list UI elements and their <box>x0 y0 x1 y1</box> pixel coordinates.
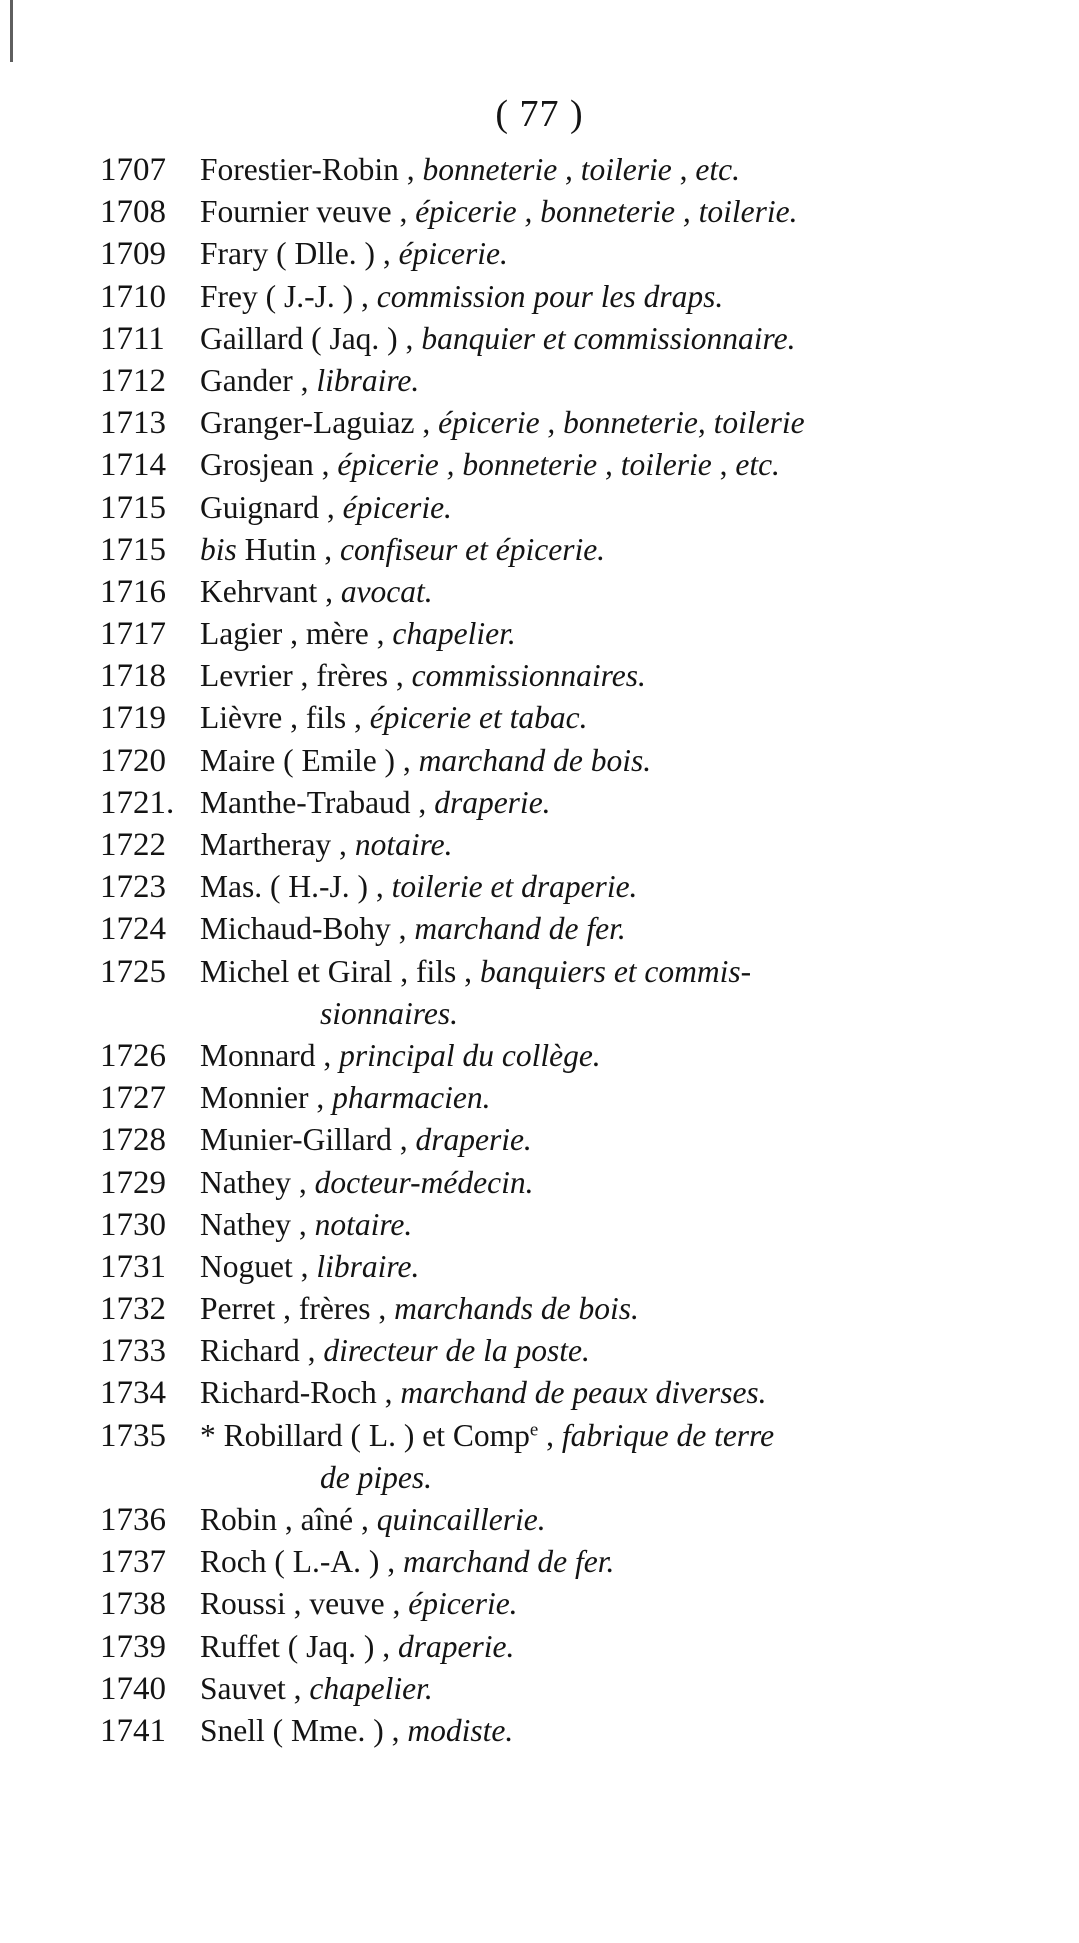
italic-text: épicerie et tabac. <box>369 700 588 736</box>
entry-number: 1738 <box>100 1586 166 1623</box>
roman-text: Manthe-Trabaud , <box>200 784 435 820</box>
entry-text <box>200 574 433 610</box>
roman-text: Roussi , veuve , <box>200 1586 409 1622</box>
directory-entry <box>100 279 1020 321</box>
roman-text: Lagier , mère , <box>200 616 393 652</box>
directory-entry <box>100 1333 1020 1375</box>
entry-number: 1736 <box>100 1502 166 1538</box>
italic-text: draperie. <box>398 1628 515 1664</box>
entry-number: 1714 <box>100 447 166 484</box>
entry-text <box>200 1207 412 1243</box>
directory-entry-list <box>100 152 1020 1755</box>
roman-text: Martheray , <box>200 827 355 862</box>
directory-entry <box>100 1418 1020 1460</box>
roman-text: Snell ( Mme. ) , <box>200 1712 408 1748</box>
entry-number: 1710 <box>100 278 166 315</box>
directory-entry <box>100 152 1020 194</box>
entry-number: 1719 <box>100 700 166 737</box>
italic-text: épicerie. <box>342 489 452 525</box>
entry-continuation-line <box>100 996 1020 1038</box>
entry-number: 1729 <box>100 1164 166 1201</box>
italic-text: épicerie. <box>408 1586 518 1622</box>
directory-entry <box>100 1038 1020 1080</box>
italic-text: modiste. <box>407 1712 514 1748</box>
entry-text <box>200 194 797 230</box>
entry-text <box>200 1713 513 1749</box>
italic-text: bonneterie , toilerie <box>422 152 672 187</box>
directory-entry <box>100 1586 1020 1628</box>
entry-number: 1709 <box>100 236 166 273</box>
entry-text <box>200 447 780 483</box>
entry-text <box>200 1291 639 1327</box>
italic-text: marchands de bois. <box>394 1291 639 1327</box>
entry-number: 1715 <box>100 531 166 568</box>
entry-text <box>200 911 626 947</box>
entry-text <box>200 279 723 315</box>
roman-text: Guignard , <box>200 489 343 525</box>
roman-text: Granger-Laguiaz , <box>200 405 439 441</box>
entry-text <box>200 1249 419 1285</box>
entry-number: 1737 <box>100 1544 166 1581</box>
roman-text: Hutin , <box>236 531 341 567</box>
roman-text: Frary ( Dlle. ) , <box>200 236 399 272</box>
italic-text: épicerie , bonneterie, toilerie <box>438 405 805 441</box>
entry-continuation-line <box>100 1460 1020 1502</box>
italic-text: commission pour les draps. <box>376 278 724 314</box>
directory-entry <box>100 1207 1020 1249</box>
page-edge-mark <box>10 0 13 62</box>
directory-entry <box>100 700 1020 742</box>
italic-text: notaire. <box>314 1206 413 1242</box>
entry-text <box>200 363 419 399</box>
entry-number: 1739 <box>100 1628 166 1665</box>
entry-text <box>200 743 651 779</box>
roman-text: Mas. ( H.-J. ) , <box>200 869 392 905</box>
directory-entry <box>100 616 1020 658</box>
roman-text: Kehrvant , <box>200 573 341 609</box>
roman-text: Perret , frères , <box>200 1291 395 1327</box>
italic-text: avocat. <box>340 573 433 609</box>
directory-entry <box>100 1671 1020 1713</box>
roman-text: Michel et Giral , fils , <box>200 953 480 989</box>
roman-text: Forestier-Robin , <box>200 152 423 187</box>
directory-entry <box>100 1080 1020 1122</box>
italic-text: directeur de la poste. <box>323 1333 590 1369</box>
italic-text: épicerie , bonneterie , toilerie. <box>415 194 798 230</box>
roman-text: Michaud-Bohy , <box>200 911 415 947</box>
directory-entry <box>100 869 1020 911</box>
italic-text: chapelier. <box>392 616 516 652</box>
italic-text: sionnaires. <box>320 995 458 1031</box>
italic-text: bis <box>200 531 237 567</box>
entry-text <box>200 1165 534 1201</box>
italic-text: épicerie , bonneterie , toilerie <box>337 447 712 483</box>
entry-number: 1707 <box>100 152 166 188</box>
roman-text: Gaillard ( Jaq. ) , <box>200 320 422 356</box>
entry-text <box>200 1080 490 1116</box>
roman-text: , <box>711 447 736 483</box>
italic-text: draperie. <box>415 1122 532 1158</box>
entry-text <box>200 1418 774 1454</box>
entry-text <box>200 700 587 736</box>
roman-text: Noguet , <box>200 1248 317 1284</box>
entry-number: 1733 <box>100 1333 166 1370</box>
directory-entry <box>100 1713 1020 1755</box>
italic-text: confiseur et épicerie. <box>340 531 606 567</box>
italic-text: etc. <box>695 152 740 187</box>
directory-entry <box>100 447 1020 489</box>
italic-text: marchand de fer. <box>414 911 626 947</box>
italic-text: toilerie et draperie. <box>391 869 638 905</box>
italic-text: épicerie. <box>398 236 508 272</box>
entry-number: 1730 <box>100 1206 166 1243</box>
entry-number: 1708 <box>100 194 166 231</box>
directory-entry <box>100 532 1020 574</box>
entry-number: 1735 <box>100 1417 166 1454</box>
entry-text <box>200 1122 532 1158</box>
roman-text: Nathey , <box>200 1164 315 1200</box>
directory-entry <box>100 1629 1020 1671</box>
directory-entry <box>100 1249 1020 1291</box>
roman-text: Robin , aîné , <box>200 1502 377 1537</box>
roman-text: Munier-Gillard , <box>200 1122 416 1158</box>
roman-text: Richard-Roch , <box>200 1375 401 1411</box>
entry-text <box>200 785 551 821</box>
roman-text: Grosjean , <box>200 447 338 483</box>
entry-text <box>200 405 805 441</box>
italic-text: commissionnaires. <box>411 658 646 694</box>
entry-number: 1717 <box>100 616 166 653</box>
directory-entry <box>100 1291 1020 1333</box>
italic-text: marchand de peaux diverses. <box>400 1375 767 1411</box>
entry-number: 1725 <box>100 953 166 990</box>
entry-number: 1721. <box>100 784 175 821</box>
roman-text: Richard , <box>200 1333 324 1369</box>
entry-text <box>200 490 452 526</box>
italic-text: libraire. <box>316 362 420 398</box>
entry-text <box>200 616 516 652</box>
entry-text <box>200 1375 767 1411</box>
entry-text <box>200 996 458 1032</box>
roman-text: Maire ( Emile ) , <box>200 742 419 778</box>
roman-text: , <box>671 152 696 187</box>
roman-text: , <box>538 1417 562 1453</box>
roman-text: Lièvre , fils , <box>200 700 370 736</box>
directory-entry <box>100 405 1020 447</box>
directory-entry <box>100 827 1020 869</box>
entry-number: 1740 <box>100 1670 166 1707</box>
entry-text <box>200 1629 514 1665</box>
italic-text: notaire. <box>354 827 453 862</box>
italic-text: banquiers et commis- <box>479 953 752 989</box>
roman-text: Frey ( J.-J. ) , <box>200 278 377 314</box>
entry-text <box>200 1544 614 1580</box>
italic-text: etc. <box>735 447 780 483</box>
italic-text: fabrique de terre <box>561 1417 775 1453</box>
entry-text <box>200 658 646 694</box>
entry-text <box>200 1502 546 1538</box>
entry-text <box>200 152 740 188</box>
superscript-text: e <box>529 1419 539 1441</box>
entry-text <box>200 1460 432 1496</box>
directory-entry <box>100 1544 1020 1586</box>
entry-number: 1734 <box>100 1375 166 1412</box>
directory-entry <box>100 490 1020 532</box>
entry-text <box>200 827 453 863</box>
italic-text: marchand de fer. <box>402 1544 615 1580</box>
roman-text: Monnard , <box>200 1037 340 1073</box>
entry-number: 1741 <box>100 1712 166 1749</box>
roman-text: Sauvet , <box>200 1670 310 1706</box>
roman-text: Nathey , <box>200 1206 315 1242</box>
roman-text: Levrier , frères , <box>200 658 412 694</box>
entry-number: 1727 <box>100 1080 166 1117</box>
entry-number: 1716 <box>100 573 166 610</box>
italic-text: banquier et commissionnaire. <box>421 320 796 356</box>
page-number: ( 77 ) <box>495 93 584 135</box>
entry-number: 1712 <box>100 362 166 399</box>
entry-number: 1726 <box>100 1037 166 1074</box>
entry-number: 1728 <box>100 1122 166 1159</box>
roman-text: Ruffet ( Jaq. ) , <box>200 1628 398 1664</box>
roman-text: Fournier veuve , <box>200 194 416 230</box>
entry-number: 1732 <box>100 1291 166 1328</box>
italic-text: de pipes. <box>320 1459 432 1495</box>
directory-entry <box>100 1165 1020 1207</box>
entry-text <box>200 236 508 272</box>
entry-number: 1722 <box>100 827 166 863</box>
entry-text <box>200 1038 601 1074</box>
entry-number: 1715 <box>100 489 166 526</box>
roman-text: Roch ( L.-A. ) , <box>200 1544 403 1580</box>
directory-entry <box>100 194 1020 236</box>
directory-entry <box>100 658 1020 700</box>
directory-entry <box>100 363 1020 405</box>
entry-number: 1711 <box>100 320 165 357</box>
directory-entry <box>100 236 1020 278</box>
directory-entry <box>100 1122 1020 1164</box>
directory-entry <box>100 954 1020 996</box>
entry-text <box>200 532 605 568</box>
entry-text <box>200 321 795 357</box>
entry-text <box>200 1671 433 1707</box>
entry-text <box>200 1586 518 1622</box>
roman-text: * Robillard ( L. ) et Comp <box>200 1417 530 1453</box>
italic-text: principal du collège. <box>339 1037 601 1073</box>
italic-text: docteur-médecin. <box>314 1164 534 1200</box>
entry-text <box>200 1333 590 1369</box>
directory-entry <box>100 785 1020 827</box>
entry-number: 1720 <box>100 742 166 779</box>
entry-text <box>200 869 637 905</box>
italic-text: quincaillerie. <box>376 1502 546 1537</box>
italic-text: draperie. <box>434 784 551 820</box>
italic-text: chapelier. <box>309 1670 433 1706</box>
directory-entry <box>100 1375 1020 1417</box>
italic-text: pharmacien. <box>332 1080 491 1116</box>
directory-entry <box>100 911 1020 953</box>
entry-number: 1724 <box>100 911 166 948</box>
entry-text <box>200 954 751 990</box>
directory-entry <box>100 574 1020 616</box>
entry-number: 1723 <box>100 869 166 906</box>
directory-entry <box>100 743 1020 785</box>
entry-number: 1718 <box>100 658 166 695</box>
italic-text: marchand de bois. <box>418 742 652 778</box>
italic-text: libraire. <box>316 1248 420 1284</box>
entry-number: 1713 <box>100 405 166 442</box>
directory-entry <box>100 321 1020 363</box>
roman-text: Gander , <box>200 362 317 398</box>
roman-text: Monnier , <box>200 1080 333 1116</box>
entry-number: 1731 <box>100 1248 166 1285</box>
directory-entry <box>100 1502 1020 1544</box>
